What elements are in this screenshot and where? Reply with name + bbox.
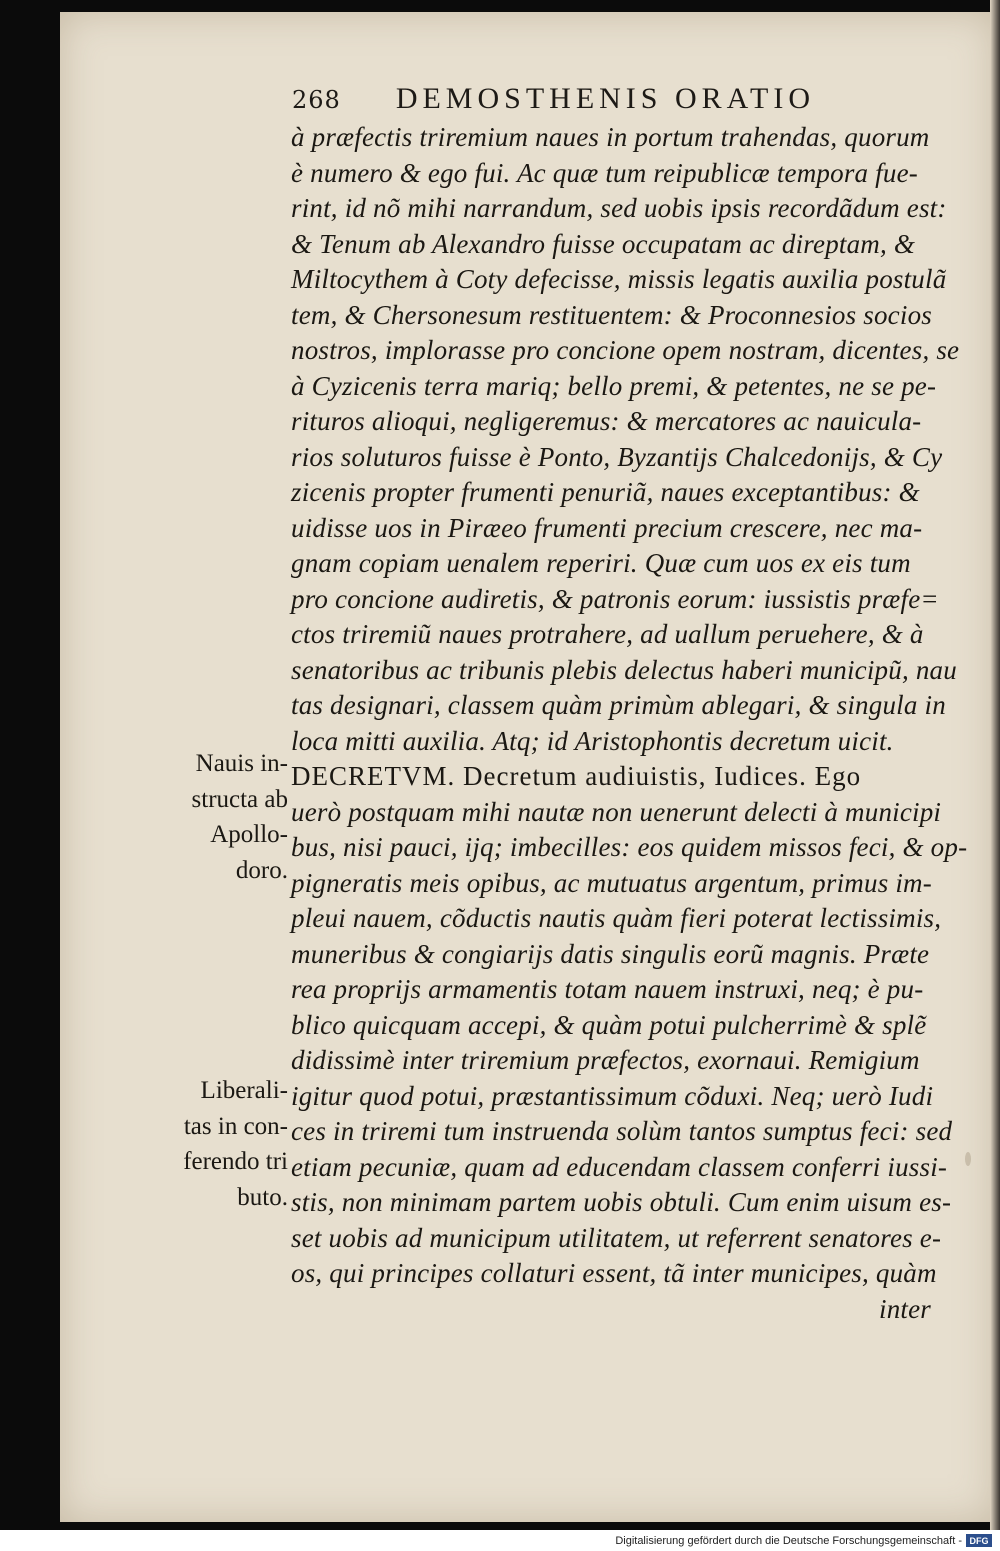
text-line: set uobis ad municipum utilitatem, ut referrent senatores e- <box>291 1222 942 1253</box>
text-line: didissimè inter triremium præfectos, exornaui. Remigium <box>291 1045 920 1075</box>
text-line: bus, nisi pauci, ijq; imbecilles: eos quidem missos feci, & op- <box>291 832 968 862</box>
text-line: tas designari, classem quàm primùm ablegari, & singula in <box>291 690 946 720</box>
text-line: rios soluturos fuisse è Ponto, Byzantijs Chalcedonijs, & Cy <box>291 441 943 472</box>
text-line: & Tenum ab Alexandro fuisse occupatam ac direptam, & <box>291 228 916 259</box>
margin-note-line: ferendo tri <box>183 1148 288 1175</box>
text-line: è numero & ego fui. Ac quæ tum reipublicæ tempora fue- <box>291 157 918 188</box>
text-line: pro concione audiretis, & patronis eorum: iussistis præfe= <box>291 583 939 614</box>
page-number: 268 <box>292 86 341 114</box>
digitization-footer <box>0 1530 1000 1551</box>
text-line: blico quicquam accepi, & quàm potui pulcherrimè & splẽ <box>291 1009 927 1040</box>
funding-credit: Digitalisierung gefördert durch die Deutsche Forschungsgemeinschaft - <box>615 1534 962 1547</box>
margin-note-line: buto. <box>237 1183 288 1211</box>
page-edge <box>990 0 1000 1530</box>
text-line: tem, & Chersonesum restituentem: & Proconnesios socios <box>291 299 932 330</box>
dfg-logo-icon: DFG <box>966 1534 992 1547</box>
text-line: gnam copiam uenalem reperiri. Quæ cum uos ex eis tum <box>291 548 911 578</box>
text-line: rituros alioqui, negligeremus: & mercatores ac nauicula- <box>291 406 922 436</box>
margin-note-liberality <box>148 1073 288 1215</box>
text-line: à Cyzicenis terra mariq; bello premi, & petentes, ne se pe- <box>291 370 937 401</box>
text-line: ces in triremi tum instruenda solùm tantos sumptus feci: sed <box>291 1116 953 1146</box>
text-line: zicenis propter frumenti penuriã, naues exceptantibus: & <box>291 477 920 507</box>
margin-note-line: Apollo- <box>210 821 288 848</box>
text-line: muneribus & congiarijs datis singulis eorũ magnis. Præte <box>291 938 930 969</box>
text-line: loca mitti auxilia. Atq; id Aristophontis decretum uicit. <box>291 725 894 756</box>
text-line: uerò postquam mihi nautæ non uenerunt delecti à municipi <box>291 796 942 827</box>
text-line: à præfectis triremium naues in portum trahendas, quorum <box>291 122 930 152</box>
decree-heading-line: DECRETVM. Decretum audiuistis, Iudices. Ego <box>291 761 862 791</box>
text-line: rint, id nõ mihi narrandum, sed uobis ipsis recordãdum est: <box>291 193 947 223</box>
text-line: stis, non minimam partem uobis obtuli. Cum enim uisum es- <box>291 1187 952 1217</box>
text-line: nostros, implorasse pro concione opem nostram, dicentes, se <box>291 335 960 365</box>
running-head <box>292 82 867 118</box>
text-line: uidisse uos in Piræeo frumenti precium crescere, nec ma- <box>291 512 923 543</box>
margin-note-ship <box>148 746 288 888</box>
text-line: etiam pecuniæ, quam ad educendam classem conferri iussi- <box>291 1151 948 1182</box>
running-title: DEMOSTHENIS ORATIO <box>395 82 815 115</box>
text-line: os, qui principes collaturi essent, tã inter municipes, quàm <box>291 1258 937 1288</box>
text-line: senatoribus ac tribunis plebis delectus haberi municipũ, nau <box>291 654 957 685</box>
text-line: ctos triremiũ naues protrahere, ad uallum peruehere, & à <box>291 619 924 649</box>
text-line: pigneratis meis opibus, ac mutuatus argentum, primus im- <box>291 867 932 898</box>
body-text <box>291 120 968 1327</box>
text-line: rea proprijs armamentis totam nauem instruxi, neq; è pu- <box>291 974 924 1004</box>
paper-speck <box>965 1152 971 1166</box>
text-line: pleui nauem, cõductis nautis quàm fieri poterat lectissimis, <box>291 903 942 933</box>
text-line: igitur quod potui, præstantissimum cõduxi. Neq; uerò Iudi <box>291 1080 934 1111</box>
margin-note-line: doro. <box>235 856 288 884</box>
text-line: Miltocythem à Coty defecisse, missis legatis auxilia postulã <box>291 264 947 294</box>
margin-note-line: tas in con- <box>183 1112 288 1140</box>
margin-note-line: Liberali- <box>200 1077 288 1104</box>
margin-note-line: Nauis in- <box>195 750 288 777</box>
catchword: inter <box>879 1293 931 1324</box>
margin-note-line: structa ab <box>191 785 288 813</box>
